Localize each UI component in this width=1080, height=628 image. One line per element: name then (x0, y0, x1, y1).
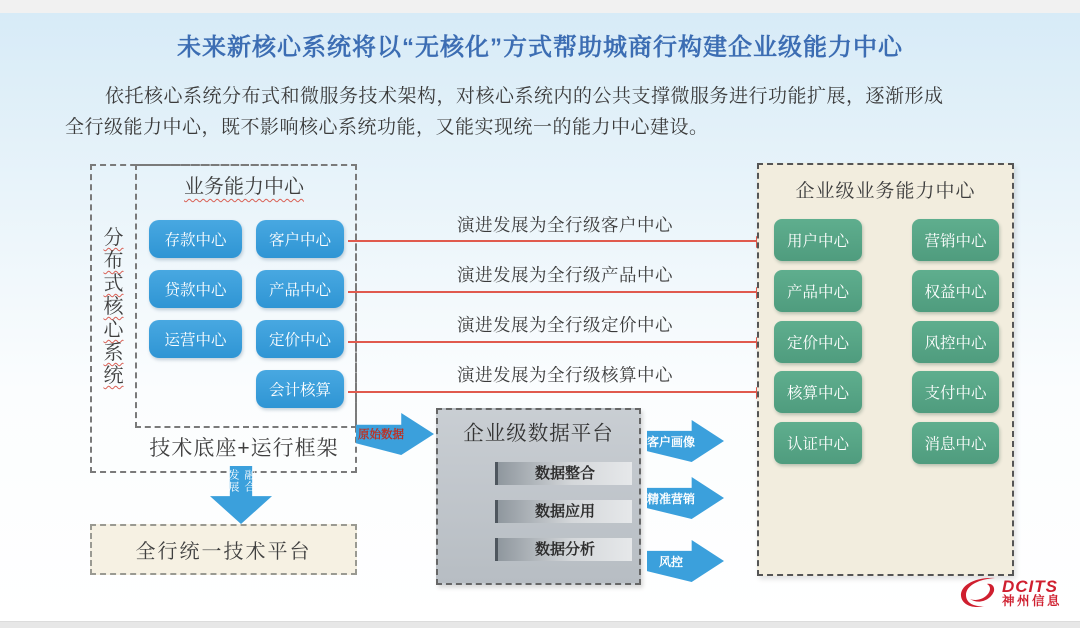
output-label-risk-control: 风控 (658, 554, 683, 569)
output-label-precision-marketing: 精准营销 (647, 491, 696, 506)
evolution-label-product: 演进发展为全行级产品中心 (457, 265, 673, 285)
dcits-logo (958, 576, 1062, 610)
evolution-arrow-line (348, 240, 758, 242)
window-bottom-strip (0, 621, 1080, 628)
core-box-accounting: 会计核算 (256, 370, 344, 408)
output-label-customer-profile: 客户画像 (647, 434, 696, 449)
dcits-swirl-icon (958, 576, 998, 610)
cap-box-message-center: 消息中心 (912, 422, 999, 464)
intro-paragraph-line2: 全行级能力中心，既不影响核心系统功能，又能实现统一的能力中心建设。 (65, 117, 709, 138)
intro-paragraph-line1: 依托核心系统分布式和微服务技术架构，对核心系统内的公共支撑微服务进行功能扩展，逐渐形成 (105, 86, 944, 107)
cap-box-pricing-center: 定价中心 (774, 321, 862, 363)
data-platform-item-application: 数据应用 (495, 500, 632, 523)
evolution-label-accounting: 演进发展为全行级核算中心 (457, 365, 673, 385)
cap-box-risk-center: 风控中心 (912, 321, 999, 363)
cap-box-user-center: 用户中心 (774, 219, 862, 261)
slide-title: 未来新核心系统将以“无核化”方式帮助城商行构建企业级能力中心 (177, 34, 903, 61)
enterprise-data-platform-box (436, 408, 641, 585)
data-platform-title: 企业级数据平台 (463, 422, 614, 445)
cap-box-accounting-center: 核算中心 (774, 371, 862, 413)
distributed-core-system-label: 分 布 式 核 心 系 统 (103, 227, 124, 387)
cap-box-auth-center: 认证中心 (774, 422, 862, 464)
data-platform-item-integration: 数据整合 (495, 462, 632, 485)
down-arrow-label: 融合发展 (227, 469, 255, 493)
core-box-pricing-center: 定价中心 (256, 320, 344, 358)
raw-data-label: 原始数据 (358, 429, 404, 441)
core-box-deposit-center: 存款中心 (149, 220, 242, 258)
core-box-loan-center: 贷款中心 (149, 270, 242, 308)
evolution-label-pricing: 演进发展为全行级定价中心 (457, 315, 673, 335)
cap-box-payment-center: 支付中心 (912, 371, 999, 413)
evolution-arrow-line (348, 291, 758, 293)
data-platform-item-analysis: 数据分析 (495, 538, 632, 561)
enterprise-capability-panel (757, 163, 1014, 576)
unified-tech-platform-box: 全行统一技术平台 (90, 524, 357, 575)
tech-base-label: 技术底座+运行框架 (149, 437, 339, 460)
window-top-strip (0, 0, 1080, 14)
cap-box-product-center: 产品中心 (774, 270, 862, 312)
evolution-arrow-line (348, 341, 758, 343)
enterprise-capability-title: 企业级业务能力中心 (795, 181, 976, 202)
logo-company-text: 神州信息 (1002, 594, 1063, 609)
core-box-operation-center: 运营中心 (149, 320, 242, 358)
core-box-customer-center: 客户中心 (256, 220, 344, 258)
slide-canvas (0, 13, 1080, 621)
core-box-product-center: 产品中心 (256, 270, 344, 308)
logo-brand-text: DCITS (1002, 576, 1058, 596)
business-capability-title: 业务能力中心 (184, 176, 304, 198)
evolution-arrow-line (348, 391, 758, 393)
cap-box-marketing-center: 营销中心 (912, 219, 999, 261)
evolution-label-customer: 演进发展为全行级客户中心 (457, 215, 673, 235)
cap-box-rights-center: 权益中心 (912, 270, 999, 312)
